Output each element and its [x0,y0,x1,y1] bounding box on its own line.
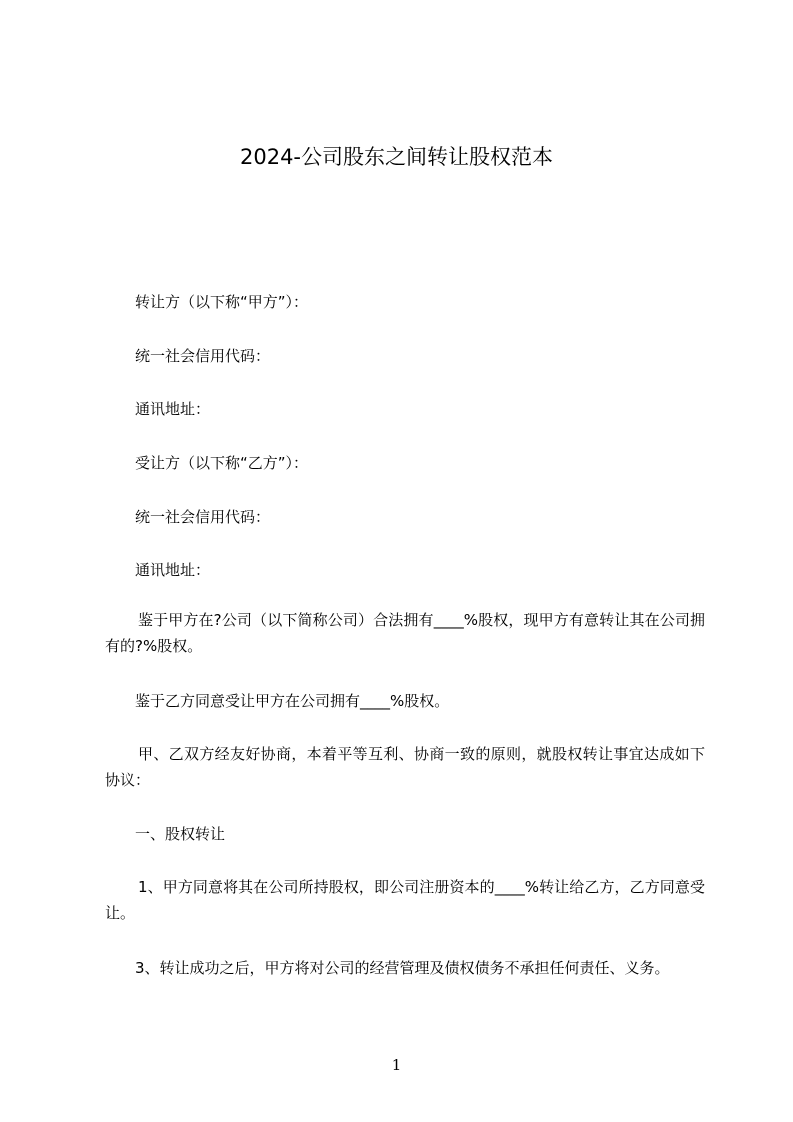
clause-3: 3、转让成功之后，甲方将对公司的经营管理及债权债务不承担任何责任、义务。 [135,959,670,977]
paragraph-transferor-credit-code: 统一社会信用代码： [135,347,271,365]
paragraph-transferor-address: 通讯地址： [135,400,211,418]
paragraph-agreement-intro: 甲、乙双方经友好协商，本着平等互利、协商一致的原则，就股权转让事宜达成如下协议： [105,745,705,789]
paragraph-whereas-party-a: 鉴于甲方在?公司（以下简称公司）合法拥有____%股权，现甲方有意转让其在公司拥有的?%股权。 [105,611,705,655]
paragraph-whereas-party-b: 鉴于乙方同意受让甲方在公司拥有____%股权。 [135,692,450,710]
paragraph-transferee-credit-code: 统一社会信用代码： [135,508,271,526]
paragraph-transferee-address: 通讯地址： [135,561,211,579]
page-number: 1 [391,1056,402,1074]
section-heading-share-transfer: 一、股权转让 [135,825,226,843]
paragraph-transferor: 转让方（以下称“甲方”）： [135,293,309,311]
document-title: 2024-公司股东之间转让股权范本 [239,145,554,169]
paragraph-transferee: 受让方（以下称“乙方”）： [135,454,309,472]
clause-1: 1、甲方同意将其在公司所持股权，即公司注册资本的____%转让给乙方，乙方同意受让。 [105,878,705,922]
